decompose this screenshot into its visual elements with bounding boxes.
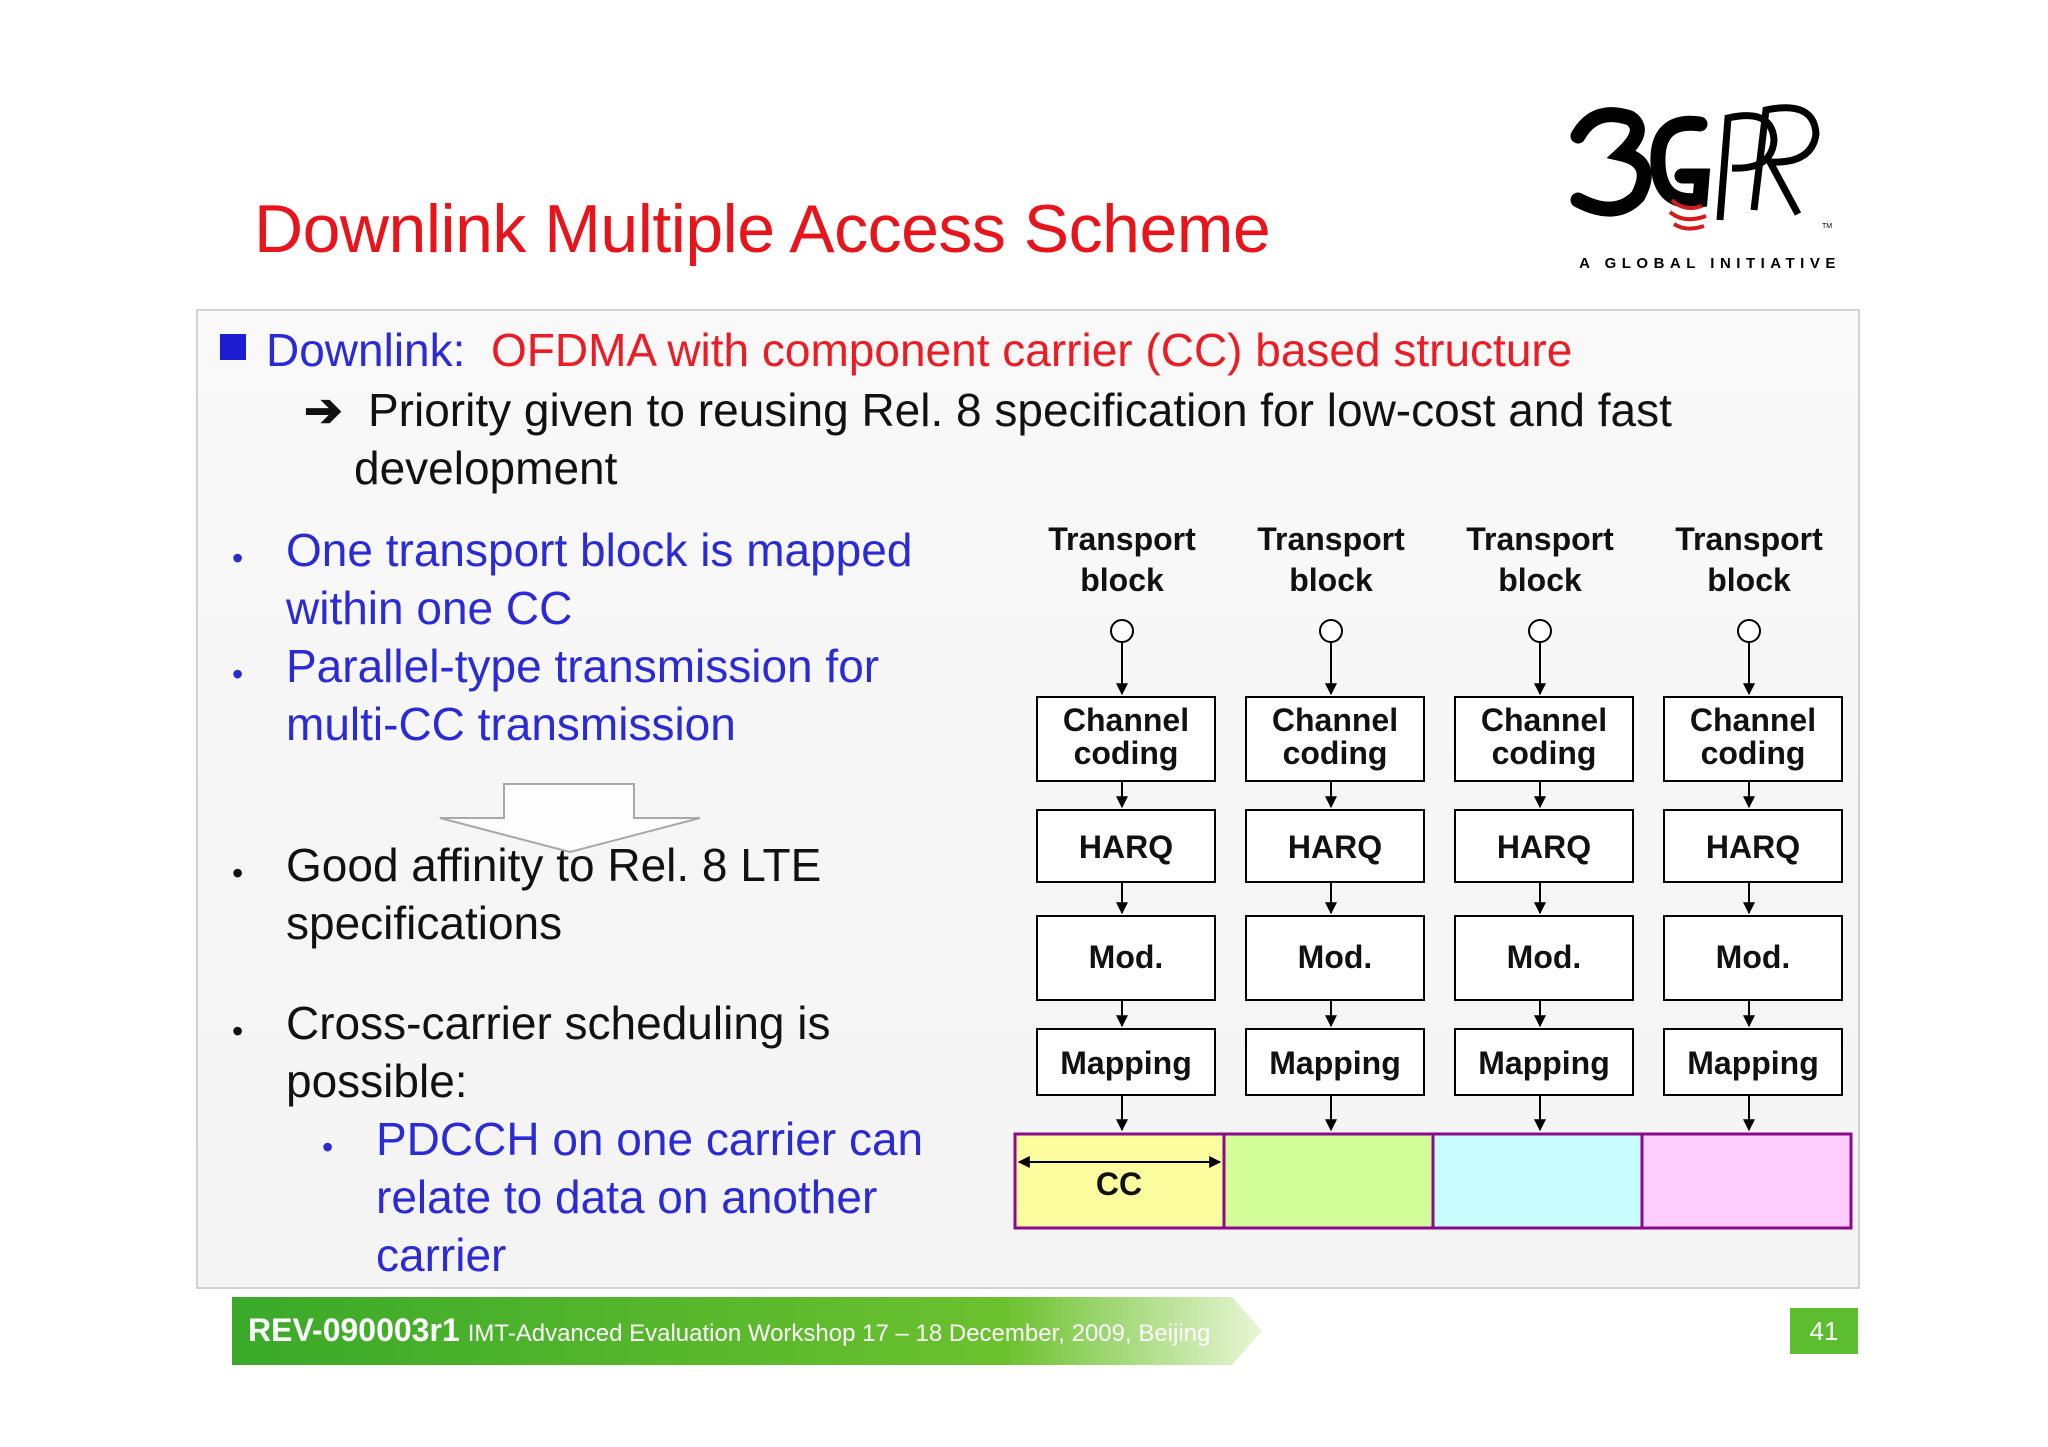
component-carrier-cell bbox=[1642, 1134, 1851, 1228]
input-node-icon bbox=[1111, 620, 1133, 642]
transport-block-label: Transport bbox=[1048, 521, 1196, 557]
sub-bullet-line-2: relate to data on another bbox=[376, 1171, 878, 1223]
bullet-3-line-1: Good affinity to Rel. 8 LTE bbox=[286, 839, 822, 891]
transport-block-label: Transport bbox=[1466, 521, 1614, 557]
logo-tagline: A GLOBAL INITIATIVE bbox=[1579, 255, 1841, 272]
transport-block-label: block bbox=[1080, 562, 1164, 598]
bullet-2-line-2: multi-CC transmission bbox=[286, 698, 736, 750]
headline-text: OFDMA with component carrier (CC) based structure bbox=[490, 324, 1573, 376]
bullet-2-line-1: Parallel-type transmission for bbox=[286, 640, 880, 692]
bullet-1-line-1: One transport block is mapped bbox=[286, 524, 913, 576]
harq-label: HARQ bbox=[1496, 829, 1592, 865]
harq-label: HARQ bbox=[1287, 829, 1383, 865]
bullet-dot: • bbox=[232, 656, 244, 692]
bullet-3-line-2: specifications bbox=[286, 897, 563, 949]
mod-label: Mod. bbox=[1297, 939, 1373, 975]
channel-coding-label: Channel bbox=[1062, 702, 1190, 738]
transport-block-label: block bbox=[1289, 562, 1373, 598]
channel-coding-label: Channel bbox=[1271, 702, 1399, 738]
component-carrier-cell bbox=[1433, 1134, 1642, 1228]
headline-label: Downlink: bbox=[266, 324, 466, 376]
mapping-label: Mapping bbox=[1060, 1045, 1192, 1081]
channel-coding-label: Channel bbox=[1689, 702, 1817, 738]
arrow-icon: ➔ bbox=[304, 384, 343, 436]
harq-label: HARQ bbox=[1705, 829, 1801, 865]
page-number: 41 bbox=[1790, 1308, 1858, 1354]
mod-label: Mod. bbox=[1088, 939, 1164, 975]
sub-bullet-line-3: carrier bbox=[376, 1229, 507, 1281]
channel-coding-label: coding bbox=[1073, 735, 1179, 771]
channel-coding-label: coding bbox=[1282, 735, 1388, 771]
transport-block-label: block bbox=[1498, 562, 1582, 598]
channel-coding-label: coding bbox=[1700, 735, 1806, 771]
bullet-dot: • bbox=[232, 855, 244, 891]
mod-label: Mod. bbox=[1506, 939, 1582, 975]
mapping-label: Mapping bbox=[1269, 1045, 1401, 1081]
input-node-icon bbox=[1320, 620, 1342, 642]
mapping-label: Mapping bbox=[1478, 1045, 1610, 1081]
transport-block-label: Transport bbox=[1675, 521, 1823, 557]
diagram-column-2 bbox=[1246, 521, 1424, 1130]
footer-event: IMT-Advanced Evaluation Workshop 17 – 18 December, 2009, Beijing bbox=[467, 1320, 1211, 1347]
sub-bullet-dot: • bbox=[322, 1129, 334, 1165]
channel-coding-label: coding bbox=[1491, 735, 1597, 771]
transport-block-label: block bbox=[1707, 562, 1791, 598]
trademark-mark: TM bbox=[1822, 223, 1833, 230]
priority-line-2: development bbox=[354, 442, 618, 494]
footer-doc-id: REV-090003r1 bbox=[248, 1312, 460, 1348]
bullet-dot: • bbox=[232, 1013, 244, 1049]
bullet-dot: • bbox=[232, 540, 244, 576]
diagram-column-1 bbox=[1037, 521, 1215, 1130]
harq-label: HARQ bbox=[1078, 829, 1174, 865]
mapping-label: Mapping bbox=[1687, 1045, 1819, 1081]
input-node-icon bbox=[1738, 620, 1760, 642]
diagram-column-3 bbox=[1455, 521, 1633, 1130]
cc-label: CC bbox=[1095, 1166, 1143, 1202]
bullet-4-line-1: Cross-carrier scheduling is bbox=[286, 997, 831, 1049]
mod-label: Mod. bbox=[1715, 939, 1791, 975]
bullet-4-line-2: possible: bbox=[286, 1055, 468, 1107]
transport-block-label: Transport bbox=[1257, 521, 1405, 557]
component-carrier-cell bbox=[1224, 1134, 1433, 1228]
sub-bullet-line-1: PDCCH on one carrier can bbox=[376, 1113, 924, 1165]
channel-coding-label: Channel bbox=[1480, 702, 1608, 738]
priority-line-1: Priority given to reusing Rel. 8 specification for low-cost and fast bbox=[368, 384, 1672, 436]
input-node-icon bbox=[1529, 620, 1551, 642]
footer-text bbox=[248, 1312, 1210, 1349]
diagram-column-4 bbox=[1664, 521, 1842, 1130]
slide-title: Downlink Multiple Access Scheme bbox=[254, 191, 1271, 267]
bullet-1-line-2: within one CC bbox=[286, 582, 573, 634]
